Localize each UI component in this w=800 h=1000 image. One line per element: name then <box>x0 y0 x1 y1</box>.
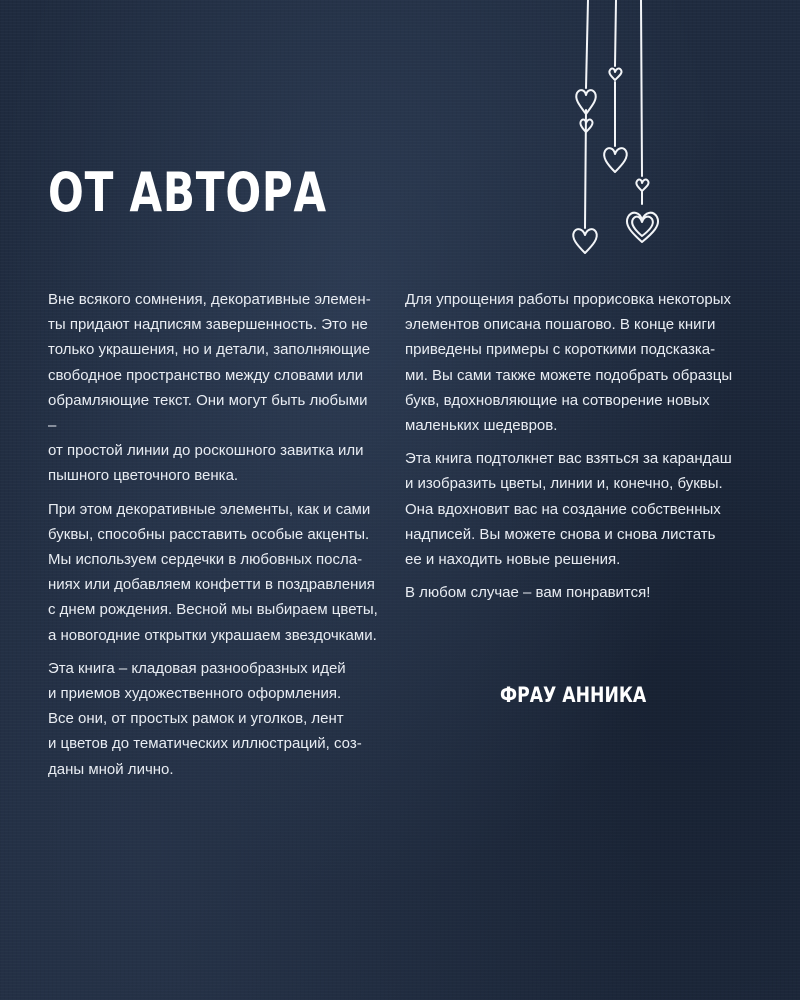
paragraph: Для упрощения работы прорисовка некоторых элементов описана пошагово. В конце книги приведены примеры с короткими подсказка- ми. Вы сами также можете подобрать образцы букв, вдохновляющие на сотворение новых маленьких шедевров. <box>405 291 733 435</box>
page-title: ОТ АВТОРА <box>48 161 327 224</box>
author-signature: ФРАУ АННИКА <box>500 683 647 707</box>
paragraph: Вне всякого сомнения, декоративные элемен- ты придают надписям завершенность. Это не только украшения, но и детали, заполняющие свободное пространство между словами или обрамляющие текст. Они могут быть любыми – от простой линии до роскошного завитка или пышного цветочного венка. <box>48 291 371 485</box>
right-text-column <box>405 287 745 613</box>
paragraph: При этом декоративные элементы, как и сами буквы, способны расставить особые акценты. Мы используем сердечки в любовных посла- ниях или добавляем конфетти в поздравления с днем рождения. Весной мы выбираем цветы, а новогодние открытки украшаем звездочками. <box>48 500 378 644</box>
left-text-column <box>48 287 380 790</box>
paragraph: Эта книга – кладовая разнообразных идей и приемов художественного оформления. Все они, от простых рамок и уголков, лент и цветов до тематических иллюстраций, соз- даны мной лично. <box>48 659 362 778</box>
paragraph: Эта книга подтолкнет вас взяться за карандаш и изобразить цветы, линии и, конечно, буквы. Она вдохновит вас на создание собственных надписей. Вы можете снова и снова листать ее и находить новые решения. <box>405 450 732 569</box>
hanging-hearts-icon <box>560 0 670 260</box>
paragraph: В любом случае – вам понравится! <box>405 584 651 602</box>
